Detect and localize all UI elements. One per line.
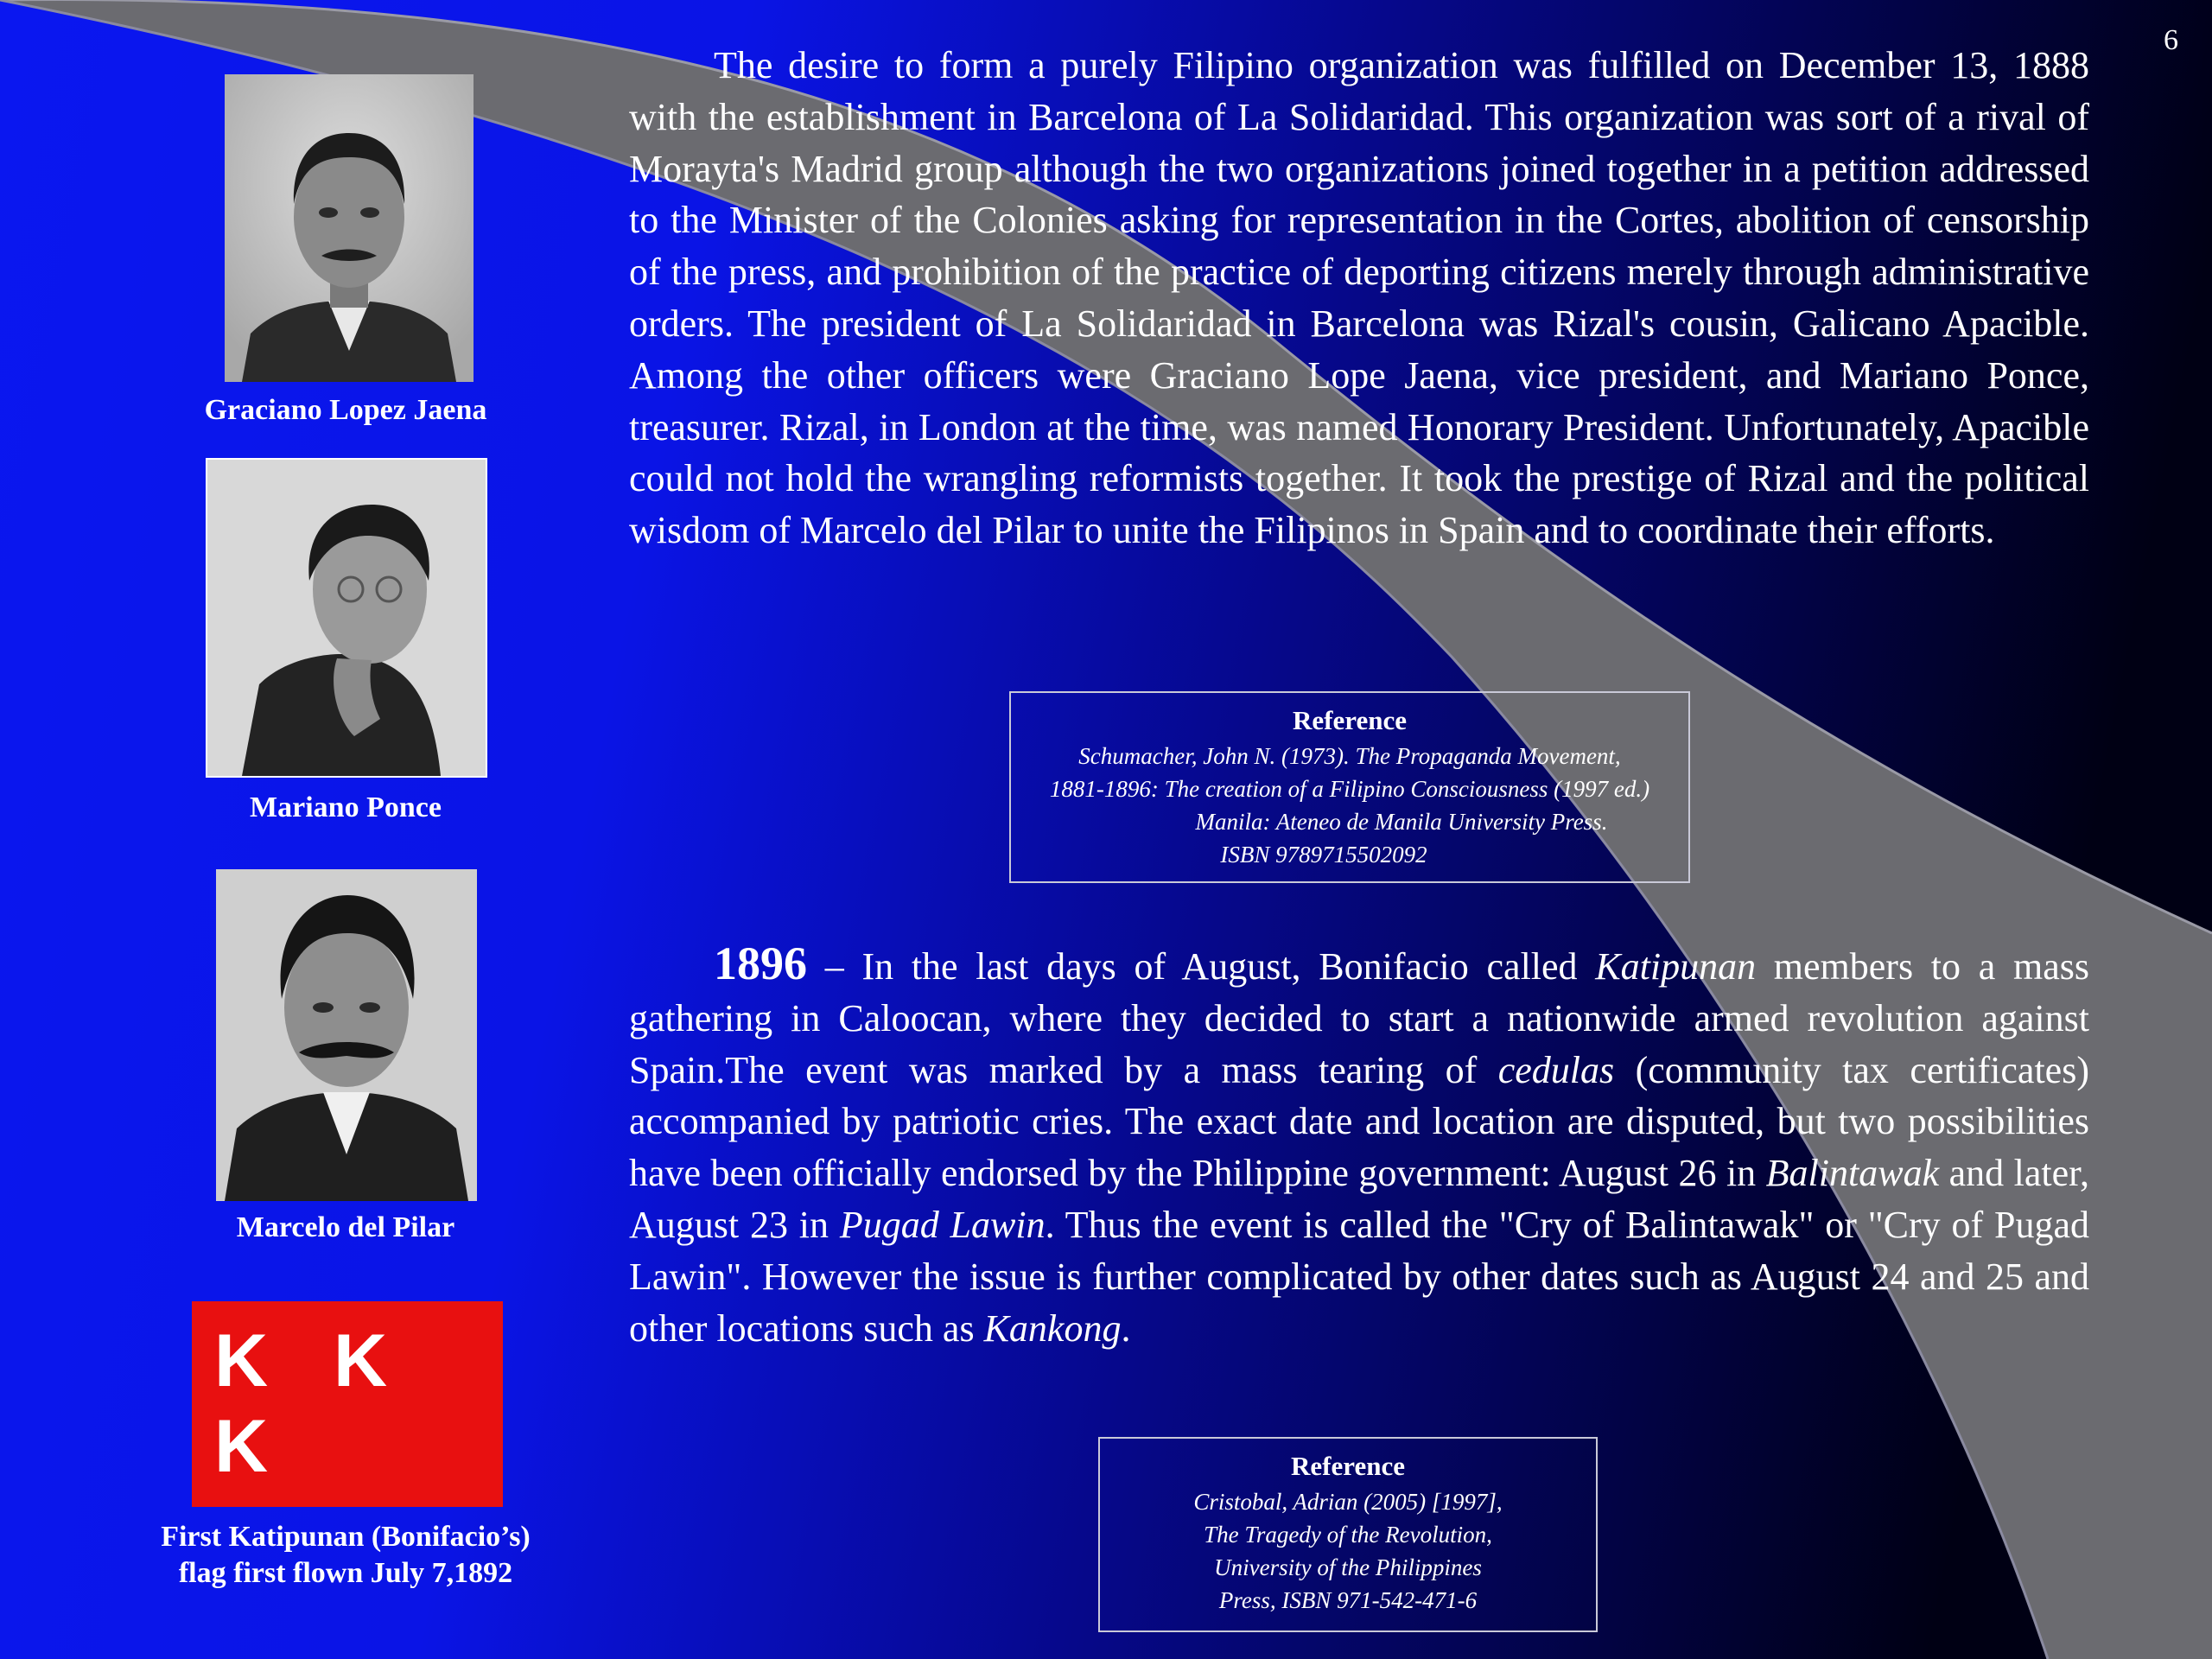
portrait-marcelo-del-pilar [216,869,477,1201]
reference-line: Manila: Ateneo de Manila University Press. [1195,809,1608,835]
text-segment: – In the last days of August, Bonifacio called [807,945,1596,988]
reference-line: The Tragedy of the Revolution, [1204,1522,1492,1548]
italic-term: Katipunan [1595,945,1757,988]
flag-text: K K K [214,1319,410,1488]
reference-box-2 [1098,1437,1598,1632]
reference-line: Schumacher, John N. (1973). The Propaganda Movement, [1078,743,1621,769]
reference-line: Cristobal, Adrian (2005) [1997], [1193,1489,1503,1515]
reference-line: 1881-1896: The creation of a Filipino Consciousness (1997 ed.) [1049,776,1650,802]
caption-katipunan-flag [86,1519,605,1592]
caption-graciano-lopez-jaena: Graciano Lopez Jaena [204,394,487,426]
text-segment: . [1121,1306,1131,1350]
katipunan-flag [192,1301,503,1507]
text-segment: . Thus the event is called the "Cry of Balintawak" or "Cry of Pugad Lawin". However the issue is further complicated by other dates such as August 24 and 25 and other locations such as [629,1203,2089,1350]
text-segment: (community tax certificates) accompanied by patriotic cries. The exact date and location are disputed, but two possibilities have been officially endorsed by the Philippine government: August 26 in [629,1048,2089,1195]
slide-number: 6 [2164,24,2178,56]
text-segment: members to a mass gathering in Caloocan, where they decided to start a nationwide armed revolution against Spain.The event was marked by a mass tearing of [629,945,2089,1091]
reference-line: ISBN 9789715502092 [1220,842,1427,868]
year-heading: 1896 [714,938,807,989]
reference-title: Reference [1293,705,1407,735]
italic-term: cedulas [1497,1048,1615,1091]
paragraph-cry-of-pugad-lawin [629,938,2089,1354]
portrait-mariano-ponce [206,458,487,778]
reference-line: Press, ISBN 971-542-471-6 [1218,1587,1478,1613]
paragraph-la-solidaridad: The desire to form a purely Filipino organization was fulfilled on December 13, 1888 with the establishment in Barcelona of La Solidaridad. This organization was sort of a rival of Morayta's Madrid group although the two organizations joined together in a petition addressed to the Minister of the Colonies asking for representation in the Cortes, abolition of censorship of the press, and prohibition of the practice of deporting citizens merely through administrative orders. The president of La Solidaridad in Barcelona was Rizal's cousin, Galicano Apacible. Among the other officers were Graciano Lope Jaena, vice president, and Mariano Ponce, treasurer. Rizal, in London at the time, was named Honorary President. Unfortunately, Apacible could not hold the wrangling reformists together. It took the prestige of Rizal and the political wisdom of Marcelo del Pilar to unite the Filipinos in Spain and to coordinate their efforts. [629,44,2089,552]
caption-mariano-ponce: Mariano Ponce [250,791,442,823]
portrait-graciano-lopez-jaena [225,74,474,382]
reference-line: University of the Philippines [1214,1554,1482,1580]
italic-term: Balintawak [1765,1152,1940,1195]
reference-box-1 [1009,691,1690,883]
caption-line: flag first flown July 7,1892 [178,1557,513,1589]
italic-term: Pugad Lawin [839,1203,1046,1246]
caption-line: First Katipunan (Bonifacio’s) [161,1521,531,1553]
italic-term: Kankong [983,1306,1122,1350]
caption-marcelo-del-pilar: Marcelo del Pilar [236,1211,455,1243]
text-segment: and later, August 23 in [629,1152,2089,1246]
reference-title: Reference [1291,1451,1405,1481]
